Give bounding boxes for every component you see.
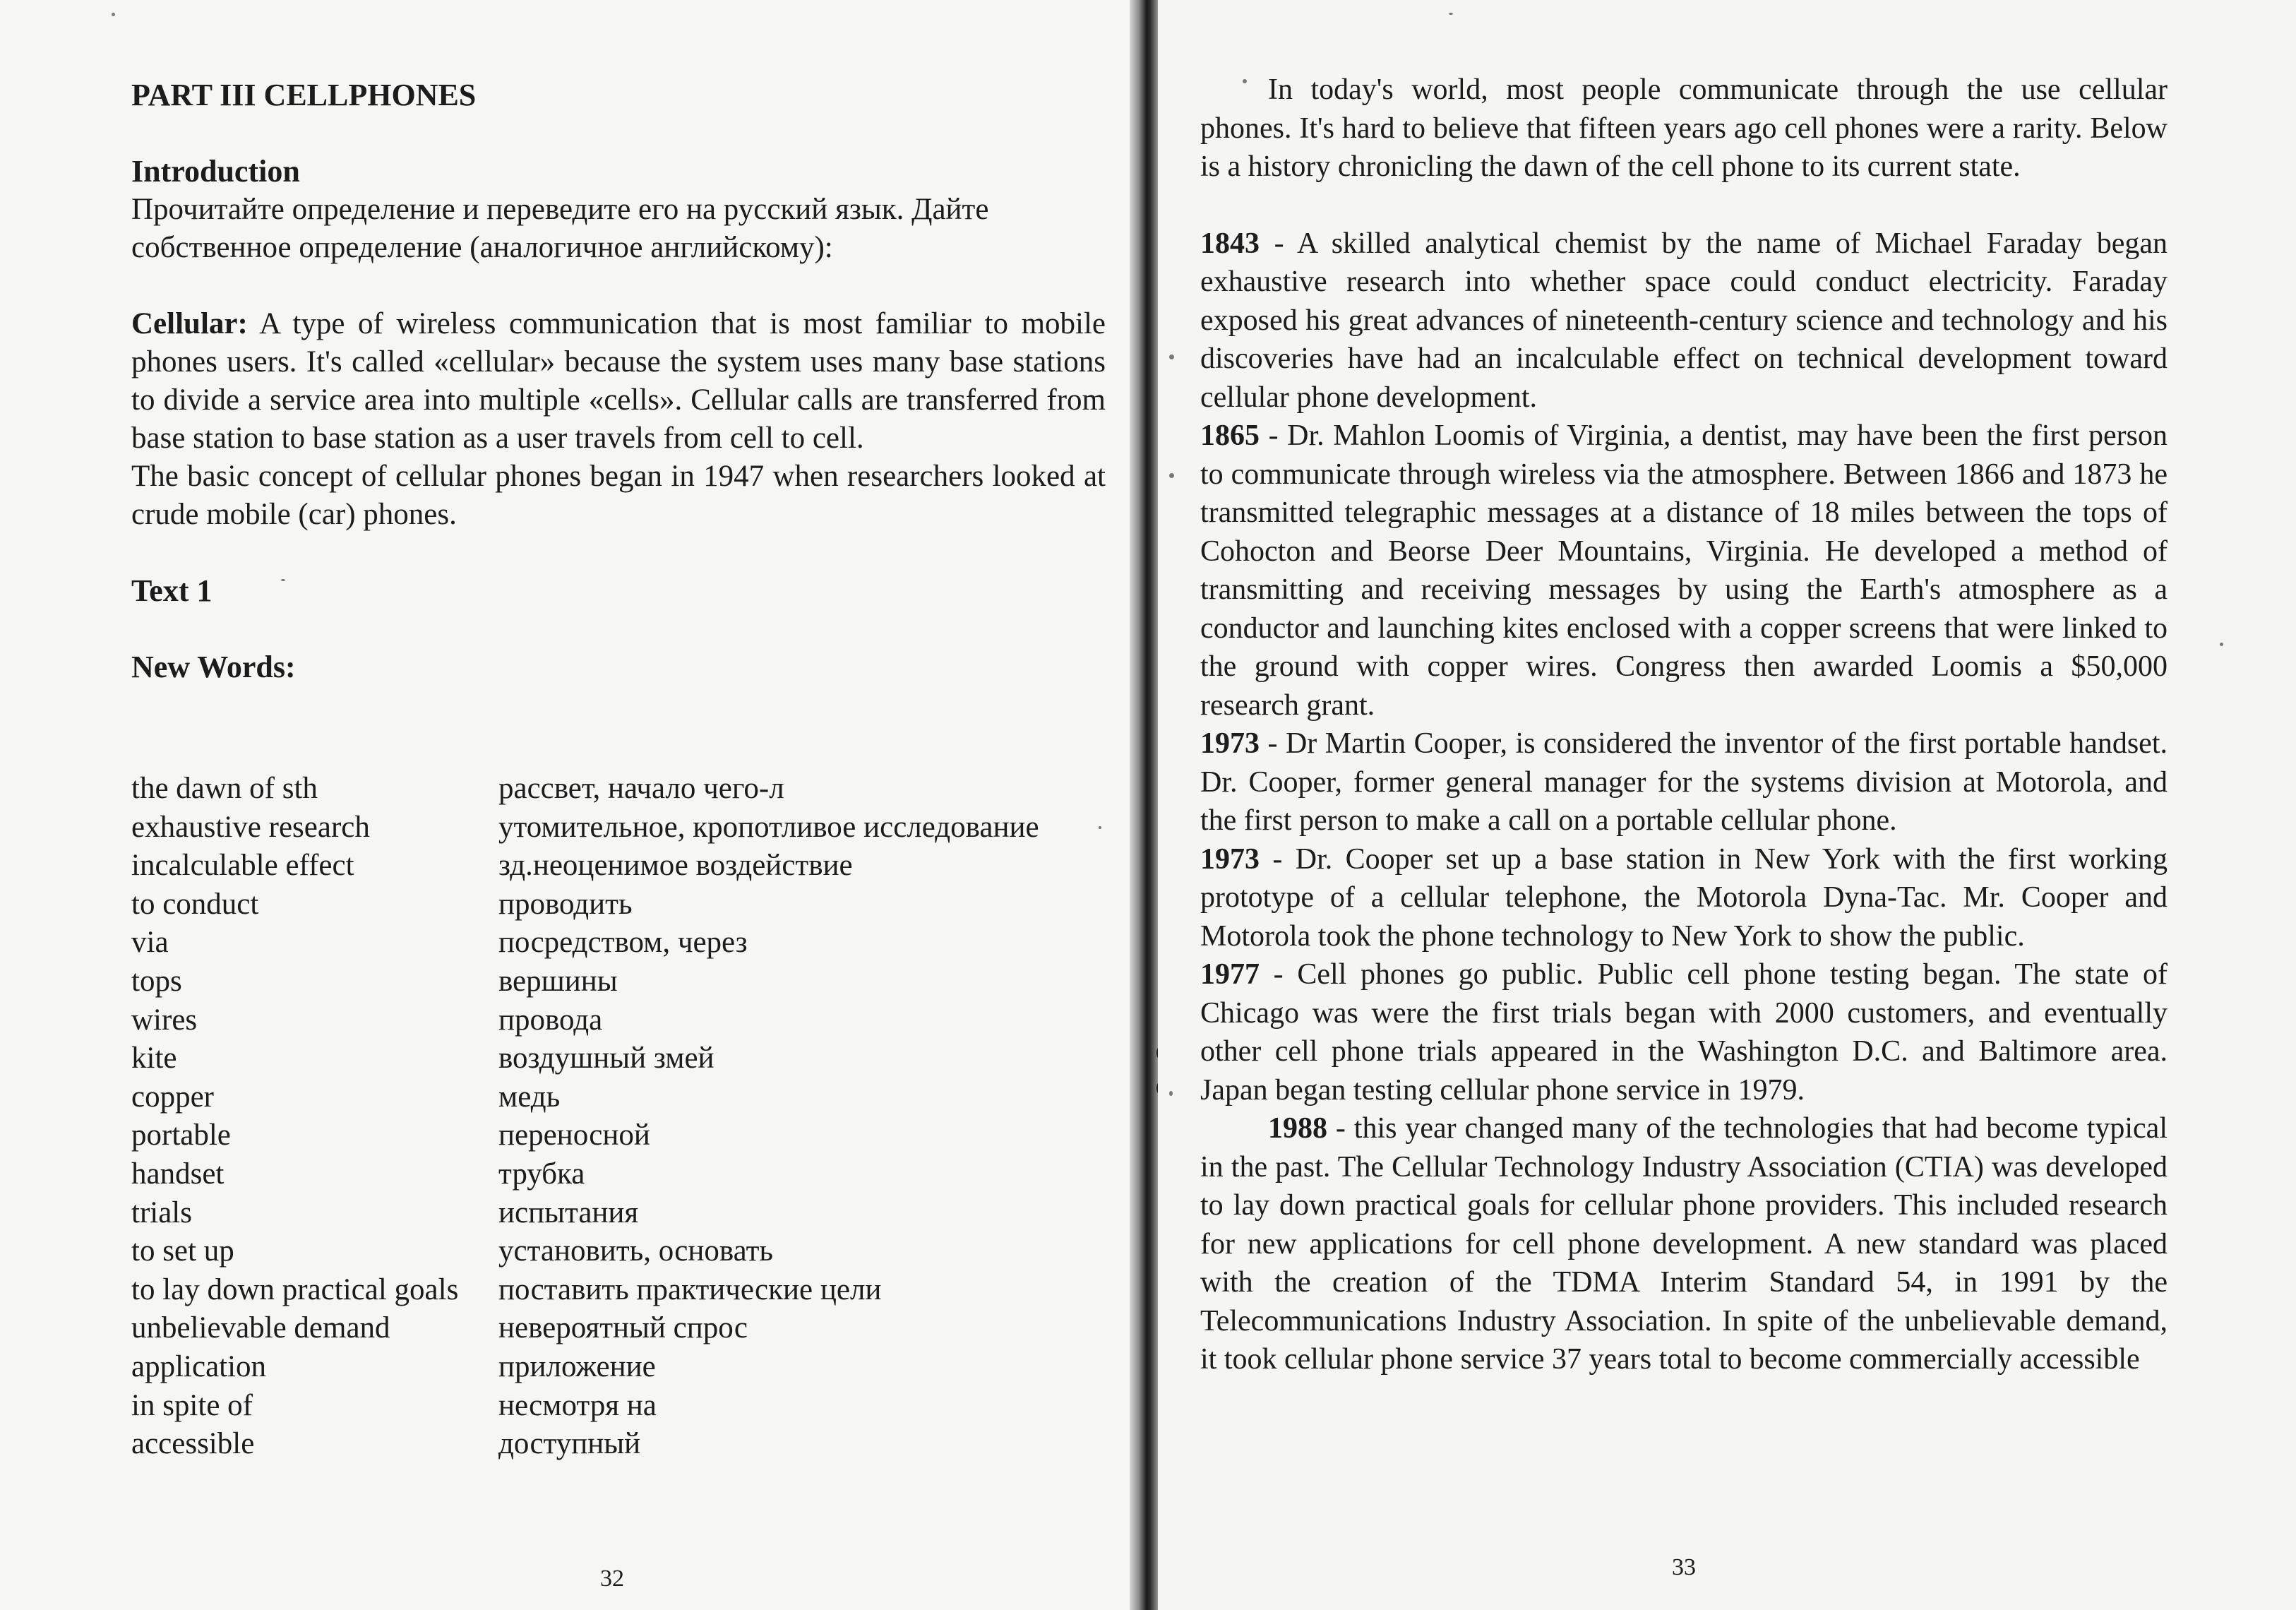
vocabulary-english: incalculable effect	[131, 849, 354, 883]
vocabulary-row	[131, 847, 1120, 886]
vocabulary-english: unbelievable demand	[131, 1311, 390, 1345]
vocabulary-english: to lay down practical goals	[131, 1272, 459, 1306]
left-page-body	[131, 76, 1106, 686]
vocabulary-english: in spite of	[131, 1388, 253, 1422]
vocabulary-russian: воздушный змей	[498, 1042, 714, 1075]
scan-speck	[1169, 1091, 1173, 1096]
text-title: Text 1	[131, 573, 213, 608]
vocabulary-row	[131, 1425, 1120, 1464]
history-entry-text: Dr. Cooper set up a base station in New York with the first working prototype of a cellular telephone, the Motorola Dyna-Tac. Mr. Cooper and Motorola took the phone technology to New York to show the public.	[1200, 842, 2168, 953]
history-entry-separator: -	[1260, 727, 1286, 760]
vocabulary-english: kite	[131, 1042, 177, 1075]
cellular-term: Cellular:	[131, 307, 248, 340]
vocabulary-row	[131, 962, 1120, 1001]
vocabulary-english: via	[131, 926, 169, 960]
vocabulary-row	[131, 1271, 1120, 1310]
vocabulary-english: application	[131, 1349, 267, 1383]
history-entry	[1200, 225, 2168, 417]
vocabulary-english: to set up	[131, 1234, 234, 1268]
vocabulary-russian: приложение	[498, 1349, 656, 1383]
vocabulary-row	[131, 809, 1120, 847]
vocabulary-row	[131, 886, 1120, 924]
vocabulary-row	[131, 1232, 1120, 1271]
vocabulary-row	[131, 1194, 1120, 1233]
vocabulary-russian: установить, основать	[498, 1234, 773, 1268]
vocabulary-english: to conduct	[131, 887, 259, 921]
scan-speck	[1449, 13, 1453, 15]
vocabulary-row	[131, 1039, 1120, 1078]
history-entry-text: Cell phones go public. Public cell phone testing began. The state of Chicago was were the first trials began with 2000 customers, and eventually other cell phone trials appeared in the Washington D.C. and Baltimore area. Japan began testing cellular phone service in 1979.	[1200, 958, 2168, 1107]
scan-speck	[1169, 354, 1174, 359]
history-entry-year: 1865	[1200, 419, 1260, 452]
history-entries	[1200, 225, 2168, 1379]
scan-speck	[1099, 826, 1101, 829]
history-entry-text: Dr. Mahlon Loomis of Virginia, a dentist, may have been the first person to communicate through wireless via the atmosphere. Between 1866 and 1873 he transmitted telegraphic messages at a distance of 18 miles between the tops of Cohocton and Beorse Deer Mountains, Virginia. He developed a method of transmitting and receiving messages by using the Earth's atmosphere as a conductor and launching kites enclosed with a copper screens that were linked to the ground with copper wires. Congress then awarded Loomis a $50,000 research grant.	[1200, 419, 2168, 722]
history-entry-text: Dr Martin Cooper, is considered the inventor of the first portable handset. Dr. Cooper, former general manager for the systems division at Motorola, and the first person to make a call on a portable cellular phone.	[1200, 727, 2168, 837]
history-entry-year: 1973	[1200, 727, 1260, 760]
introduction-title: Introduction	[131, 154, 300, 189]
vocabulary-english: handset	[131, 1157, 225, 1191]
new-words-title: New Words:	[131, 650, 296, 684]
vocabulary-russian: медь	[498, 1080, 561, 1114]
scan-speck	[2220, 643, 2223, 646]
vocabulary-russian: несмотря на	[498, 1388, 657, 1422]
vocabulary-russian: переносной	[498, 1119, 650, 1152]
page-number-left: 32	[600, 1566, 624, 1592]
right-page-body	[1200, 71, 2168, 1379]
left-page	[0, 0, 1138, 1610]
vocabulary-russian: трубка	[498, 1157, 585, 1191]
vocabulary-english: portable	[131, 1119, 231, 1152]
vocabulary-row	[131, 1309, 1120, 1348]
vocabulary-english: exhaustive research	[131, 810, 370, 844]
history-entry	[1200, 724, 2168, 840]
history-entry-year: 1988	[1268, 1112, 1327, 1145]
history-entry	[1200, 1109, 2168, 1379]
vocabulary-row	[131, 1116, 1120, 1155]
vocabulary-russian: зд.неоценимое воздействие	[498, 849, 853, 883]
history-entry	[1200, 955, 2168, 1109]
instruction-line-2: собственное определение (аналогичное английскому):	[131, 231, 833, 264]
history-entry-year: 1977	[1200, 958, 1260, 991]
vocabulary-row	[131, 924, 1120, 962]
history-entry-separator: -	[1260, 958, 1298, 991]
cellular-definition: A type of wireless communication that is most familiar to mobile phones users. It's called «cellular» because the system uses many base stations to divide a service area into multiple «cells». Cellular calls are transferred from base station to base station as a user travels from cell to cell.	[131, 307, 1106, 455]
history-entry-separator: -	[1260, 419, 1288, 452]
history-entry	[1200, 840, 2168, 956]
scan-speck	[281, 579, 285, 581]
vocabulary-russian: невероятный спрос	[498, 1311, 748, 1345]
vocabulary-russian: вершины	[498, 964, 618, 998]
vocabulary-row	[131, 1001, 1120, 1040]
history-intro: In today's world, most people communicate through the use cellular phones. It's hard to believe that fifteen years ago cell phones were a rarity. Below is a history chronicling the dawn of the cell phone to its current state.	[1200, 73, 2168, 183]
vocabulary-row	[131, 1155, 1120, 1194]
history-entry-text: this year changed many of the technologies that had become typical in the past. The Cellular Technology Industry Association (CTIA) was developed to lay down practical goals for cellular phone providers. This included research for new applications for cell phone development. A new standard was placed with the creation of the TDMA Interim Standard 54, in 1991 by the Telecommunications Industry Association. In spite of the unbelievable demand, it took cellular phone service 37 years total to become commercially accessible	[1200, 1112, 2168, 1376]
vocabulary-english: accessible	[131, 1427, 255, 1461]
vocabulary-russian: провода	[498, 1003, 603, 1037]
vocabulary-russian: рассвет, начало чего-л	[498, 772, 784, 805]
vocabulary-english: the dawn of sth	[131, 772, 318, 805]
vocabulary-english: wires	[131, 1003, 198, 1037]
vocabulary-russian: проводить	[498, 887, 633, 921]
scan-speck	[112, 13, 115, 16]
vocabulary-list	[131, 770, 1120, 1464]
basic-concept-paragraph: The basic concept of cellular phones began in 1947 when researchers looked at crude mobile (car) phones.	[131, 460, 1106, 531]
vocabulary-russian: испытания	[498, 1195, 639, 1229]
vocabulary-row	[131, 1387, 1120, 1426]
vocabulary-russian: доступный	[498, 1427, 641, 1461]
history-entry-year: 1843	[1200, 227, 1260, 260]
vocabulary-english: tops	[131, 964, 182, 998]
vocabulary-english: copper	[131, 1080, 214, 1114]
vocabulary-russian: посредством, через	[498, 926, 748, 960]
part-heading: PART III CELLPHONES	[131, 78, 477, 112]
history-entry-separator: -	[1327, 1112, 1354, 1145]
vocabulary-row	[131, 1348, 1120, 1387]
cellular-definition-paragraph	[131, 305, 1106, 458]
history-entry-text: A skilled analytical chemist by the name of Michael Faraday began exhaustive research into whether space could conduct electricity. Faraday exposed his great advances of nineteenth-century science and technology and his discoveries have had an incalculable effect on technical development toward cellular phone development.	[1200, 227, 2168, 414]
history-entry-separator: -	[1260, 842, 1296, 876]
scan-speck	[1169, 473, 1174, 478]
page-number-right: 33	[1672, 1554, 1696, 1580]
instruction-line-1: Прочитайте определение и переведите его на русский язык. Дайте	[131, 193, 989, 226]
book-gutter	[1130, 0, 1161, 1610]
vocabulary-russian: утомительное, кропотливое исследование	[498, 810, 1039, 844]
history-entry	[1200, 417, 2168, 724]
vocabulary-russian: поставить практические цели	[498, 1272, 882, 1306]
vocabulary-english: trials	[131, 1195, 192, 1229]
vocabulary-row	[131, 1078, 1120, 1117]
vocabulary-row	[131, 770, 1120, 809]
history-entry-separator: -	[1260, 227, 1298, 260]
history-entry-year: 1973	[1200, 842, 1260, 876]
